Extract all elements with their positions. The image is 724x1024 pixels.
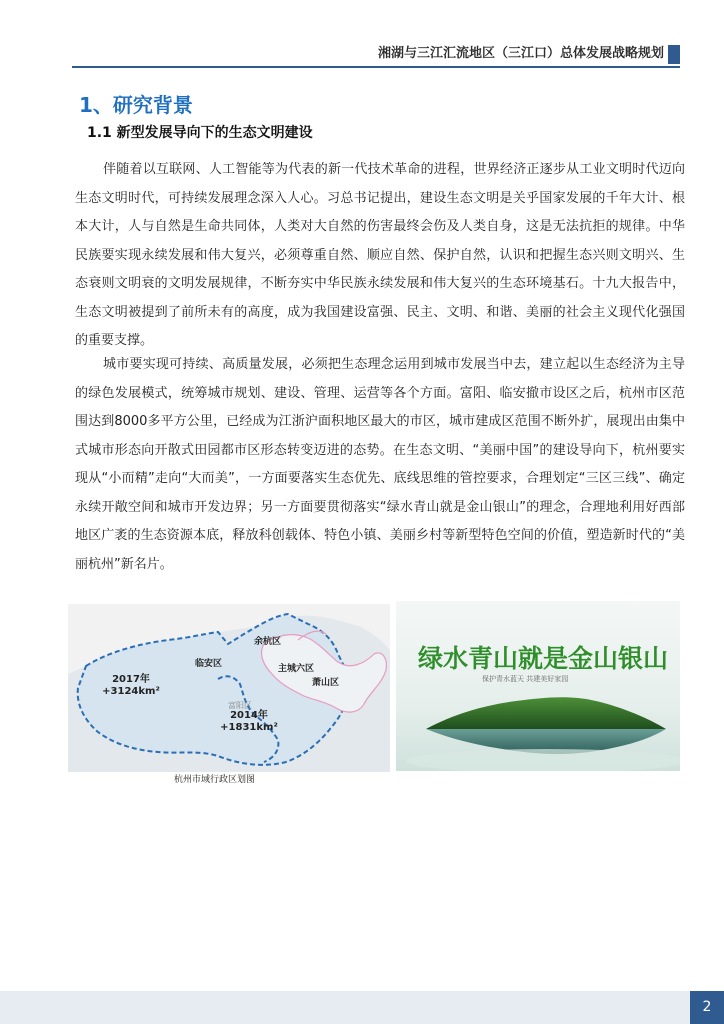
area-2017-value: +3124km² — [102, 686, 160, 697]
area-2014-year: 2014年 — [230, 710, 268, 721]
section-title: 1、研究背景 — [79, 93, 193, 117]
hangzhou-map-figure — [68, 604, 390, 794]
area-2017 — [102, 674, 160, 698]
footer-bar — [0, 991, 724, 1024]
poster-graphic — [396, 601, 680, 771]
poster-subtitle: 保护青水蓝天 共建美好家园 — [482, 675, 569, 683]
page-number: 2 — [690, 991, 724, 1024]
label-main-six-districts: 主城六区 — [278, 664, 315, 674]
header-accent-block — [668, 45, 680, 64]
label-yuhang: 余杭区 — [254, 637, 282, 647]
area-2017-year: 2017年 — [112, 674, 150, 685]
area-2014 — [220, 710, 278, 734]
map-caption: 杭州市域行政区划图 — [174, 775, 256, 785]
label-fuyang: 富阳区 — [228, 701, 252, 710]
label-xiaoshan: 萧山区 — [312, 678, 340, 688]
body-paragraph-1: 伴随着以互联网、人工智能等为代表的新一代技术革命的进程，世界经济正逐步从工业文明时代迈向生态文明时代，可持续发展理念深入人心。习总书记提出，建设生态文明是关乎国家发展的千年大计、根本大计，人与自然是生命共同体，人类对大自然的伤害最终会伤及人类自身，这是无法抗拒的规律。中华民族要实现永续发展和伟大复兴，必须尊重自然、顺应自然、保护自然，认识和把握生态兴则文明兴、生态衰则文明衰的文明发展规律，不断夯实中华民族永续发展和伟大复兴的生态环境基石。十九大报告中，生态文明被提到了前所未有的高度，成为我国建设富强、民主、文明、和谐、美丽的社会主义现代化强国的重要支撑。 — [75, 162, 685, 348]
area-2014-value: +1831km² — [220, 722, 278, 733]
header-rule — [72, 66, 680, 68]
map-image — [68, 604, 390, 772]
label-linan: 临安区 — [195, 659, 223, 669]
body-paragraph-2: 城市要实现可持续、高质量发展，必须把生态理念运用到城市发展当中去，建立起以生态经济为主导的绿色发展模式，统筹城市规划、建设、管理、运营等各个方面。富阳、临安撤市设区之后，杭州市区范围达到8000多平方公里，已经成为江浙沪面积地区最大的市区，城市建成区范围不断外扩，展现出由集中式城市形态向开散式田园都市区形态转变迈进的态势。在生态文明、“美丽中国”的建设导向下，杭州要实现从“小而精”走向“大而美”，一方面要落实生态优先、底线思维的管控要求，合理划定“三区三线”、确定永续开敞空间和城市开发边界；另一方面要贯彻落实“绿水青山就是金山银山”的理念，合理地利用好西部地区广袤的生态资源本底，释放科创载体、特色小镇、美丽乡村等新型特色空间的价值，塑造新时代的“美丽杭州”新名片。 — [75, 357, 685, 572]
subsection-title: 1.1 新型发展导向下的生态文明建设 — [87, 125, 313, 141]
poster-slogan: 绿水青山就是金山银山 — [418, 644, 669, 673]
page-header — [72, 44, 680, 68]
document-title: 湘湖与三江汇流地区（三江口）总体发展战略规划 — [377, 46, 664, 61]
ecology-poster-image — [396, 601, 680, 771]
